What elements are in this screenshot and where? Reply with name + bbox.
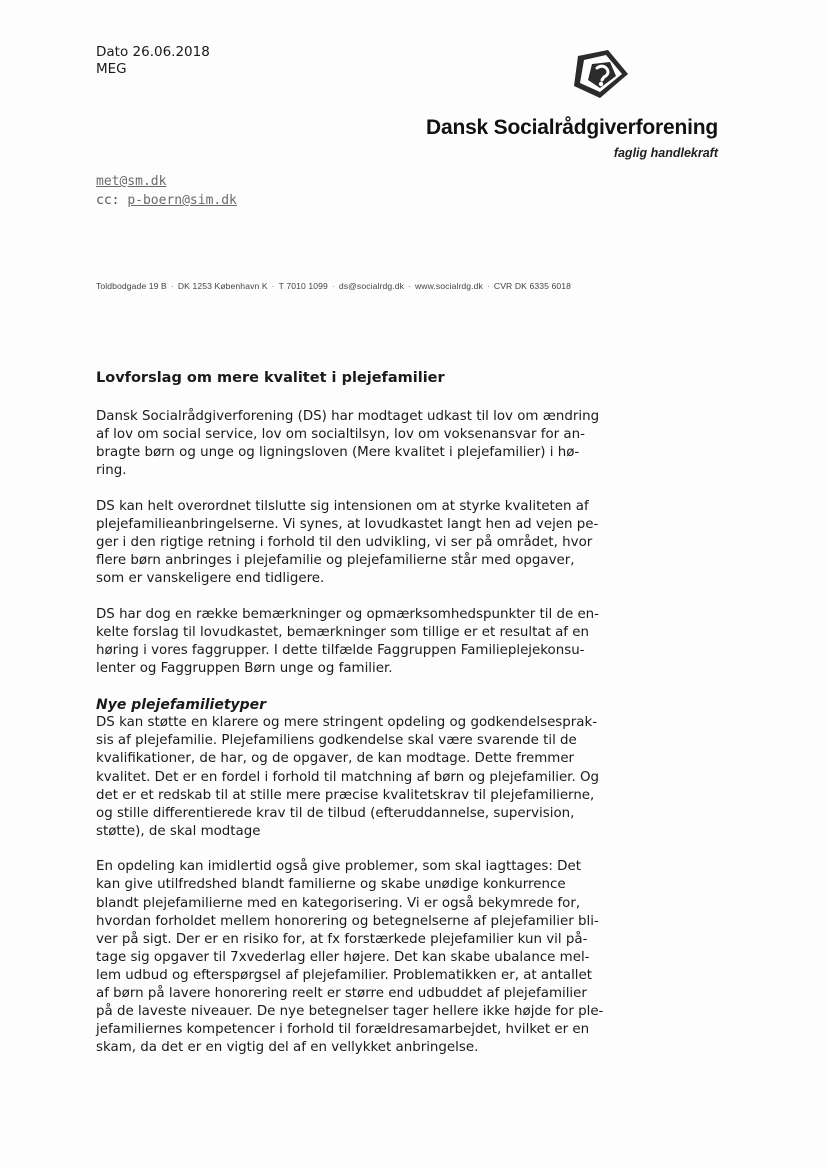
text-line: lenter og Faggruppen Børn unge og familier. (96, 661, 393, 677)
text-line: af lov om social service, lov om socialtilsyn, lov om voksenansvar for an- (96, 427, 585, 443)
text-line: blandt plejefamilierne med en kategorisering. Vi er også bekymrede for, (96, 895, 581, 911)
text-line: af børn på lavere honorering reelt er større end udbuddet af plejefamilier (96, 986, 587, 1002)
recipients (96, 172, 237, 210)
letter-meta (96, 44, 210, 78)
recipient-email-link[interactable]: met@sm.dk (96, 174, 167, 189)
text-line: og stille differentierede krav til de tilbud (efteruddannelse, supervision, (96, 805, 575, 821)
text-line: det er et redskab til at stille mere præcise kvalitetskrav til plejefamilierne, (96, 787, 595, 803)
address-street: Toldbodgade 19 B (96, 281, 167, 291)
text-line: DS kan støtte en klarere og mere stringent opdeling og godkendelsesprak- (96, 715, 598, 731)
text-line: jefamiliernes kompetencer i forhold til forældresamarbejdet, hvilket er en (96, 1022, 590, 1038)
date-line: Dato 26.06.2018 (96, 44, 210, 60)
paragraph (96, 498, 656, 588)
address-email: ds@socialrdg.dk (338, 281, 404, 291)
paragraph (96, 696, 656, 841)
separator: · (271, 281, 275, 291)
paragraph (96, 858, 656, 1057)
paragraph (96, 408, 656, 480)
cc-label: cc: (96, 193, 120, 208)
text-line: kvalitet. Det er en fordel i forhold til matchning af børn og plejefamilier. Og (96, 769, 600, 785)
separator: · (407, 281, 411, 291)
address-web: www.socialrdg.dk (414, 281, 483, 291)
text-line: ring. (96, 463, 127, 479)
cc-email-link[interactable]: p-boern@sim.dk (127, 193, 237, 208)
address-cvr: CVR DK 6335 6018 (493, 281, 572, 291)
address-line (96, 281, 571, 291)
text-line: ger i den rigtige retning i forhold til den udvikling, vi ser på området, hvor (96, 535, 593, 551)
text-line: En opdeling kan imidlertid også give problemer, som skal iagttages: Det (96, 859, 581, 875)
text-line: bragte børn og unge og ligningsloven (Mere kvalitet i plejefamilier) i hø- (96, 445, 580, 461)
separator: · (170, 281, 174, 291)
section-heading: Nye plejefamilietyper (96, 696, 267, 713)
organization-logo-icon (570, 46, 632, 102)
text-line: hvordan forholdet mellem honorering og betegnelserne af plejefamilier bli- (96, 913, 599, 929)
address-phone: T 7010 1099 (278, 281, 328, 291)
separator: · (331, 281, 335, 291)
text-line: DS har dog en række bemærkninger og opmærksomhedspunkter til de en- (96, 606, 600, 622)
text-line: plejefamilieanbringelserne. Vi synes, at lovudkastet langt hen ad vejen pe- (96, 516, 599, 532)
paragraph (96, 606, 656, 678)
text-line: flere børn anbringes i plejefamilie og plejefamilierne står med opgaver, (96, 553, 575, 569)
text-line: DS kan helt overordnet tilslutte sig intensionen om at styrke kvaliteten af (96, 498, 589, 514)
text-line: tage sig opgaver til 7xvederlag eller højere. Det kan skabe ubalance mel- (96, 949, 590, 965)
text-line: høring i vores faggrupper. I dette tilfælde Faggruppen Familieplejekonsu- (96, 643, 585, 659)
text-line: støtte), de skal modtage (96, 823, 261, 839)
separator: · (486, 281, 490, 291)
recipient-to-row (96, 172, 237, 191)
text-line: Dansk Socialrådgiverforening (DS) har modtaget udkast til lov om ændring (96, 409, 600, 424)
document-title: Lovforslag om mere kvalitet i plejefamilier (96, 370, 445, 386)
organization-name: Dansk Socialrådgiverforening (426, 116, 718, 139)
initials: MEG (96, 61, 127, 77)
address-postal: DK 1253 København K (177, 281, 268, 291)
organization-tagline: faglig handlekraft (613, 146, 718, 160)
text-line: som er vanskeligere end tidligere. (96, 571, 325, 587)
text-line: sis af plejefamilie. Plejefamiliens godkendelse skal være svarende til de (96, 733, 577, 749)
text-line: ver på sigt. Der er en risiko for, at fx forstærkede plejefamilier kun vil på- (96, 931, 588, 947)
text-line: kvalifikationer, de har, og de opgaver, de kan modtage. Dette fremmer (96, 751, 575, 767)
text-line: kelte forslag til lovudkastet, bemærkninger som tillige er et resultat af en (96, 624, 590, 640)
recipient-cc-row (96, 191, 237, 210)
letter-body (96, 368, 656, 1075)
text-line: skam, da det er en vigtig del af en vellykket anbringelse. (96, 1040, 479, 1056)
text-line: lem udbud og efterspørgsel af plejefamilier. Problematikken er, at antallet (96, 967, 593, 983)
text-line: på de laveste niveauer. De nye betegnelser tager hellere ikke højde for ple- (96, 1004, 604, 1020)
text-line: kan give utilfredshed blandt familierne og skabe unødige konkurrence (96, 877, 566, 893)
